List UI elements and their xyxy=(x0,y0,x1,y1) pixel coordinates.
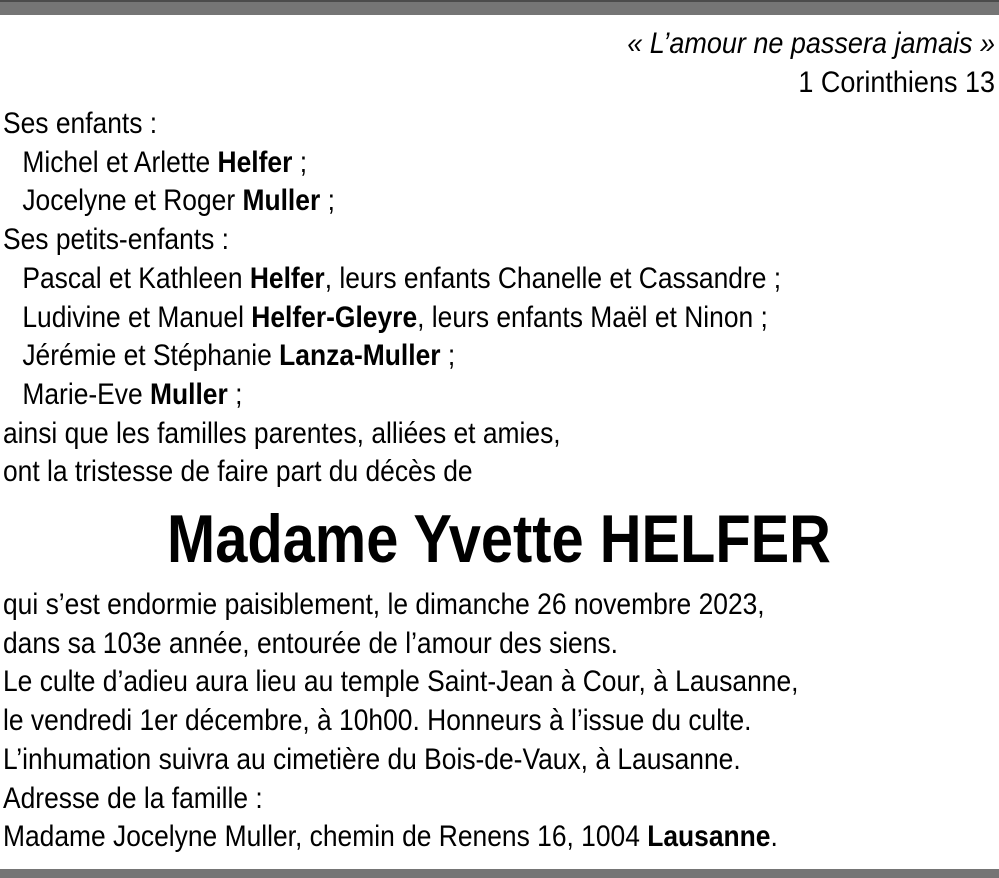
text-line xyxy=(3,105,876,144)
text-line xyxy=(3,818,876,857)
text-line xyxy=(3,337,876,376)
text-line xyxy=(3,625,876,664)
text-segment: Jérémie et Stéphanie xyxy=(22,339,280,373)
text-segment: Ludivine et Manuel xyxy=(22,300,252,334)
name-bold-segment: Lausanne xyxy=(647,820,771,854)
name-bold-segment: Helfer-Gleyre xyxy=(251,300,418,334)
text-segment: Marie-Eve xyxy=(22,377,151,411)
notice-content xyxy=(0,24,999,857)
text-segment: le vendredi 1er décembre, à 10h00. Honneurs à l’issue du culte. xyxy=(3,704,752,738)
text-line xyxy=(3,144,876,183)
text-segment: Michel et Arlette xyxy=(22,145,218,179)
family-list xyxy=(3,105,876,492)
name-bold-segment: Helfer xyxy=(249,261,325,295)
text-segment: ; xyxy=(320,184,335,218)
text-segment: . xyxy=(770,820,778,854)
text-segment: Adresse de la famille : xyxy=(3,781,263,815)
bottom-border-bar xyxy=(0,869,999,878)
name-bold-segment: Muller xyxy=(150,377,228,411)
text-line xyxy=(3,741,876,780)
text-segment: ; xyxy=(440,339,456,373)
text-line xyxy=(3,182,876,221)
quote-text: « L’amour ne passera jamais » xyxy=(627,27,995,60)
text-line xyxy=(3,453,876,492)
text-line xyxy=(3,299,876,338)
text-line xyxy=(3,221,876,260)
text-segment: ; xyxy=(292,145,308,179)
top-border-bar xyxy=(0,0,999,15)
name-bold-segment: Lanza-Muller xyxy=(279,339,441,373)
text-line xyxy=(3,260,876,299)
text-line xyxy=(3,663,876,702)
text-segment: Ses petits-enfants : xyxy=(3,223,229,257)
announcement-body xyxy=(3,586,876,857)
text-segment: qui s’est endormie paisiblement, le dimanche 26 novembre 2023, xyxy=(3,588,765,622)
text-segment: , leurs enfants Maël et Ninon ; xyxy=(417,300,768,334)
text-segment: Jocelyne et Roger xyxy=(22,184,243,218)
text-segment: ; xyxy=(227,377,243,411)
text-line xyxy=(3,586,876,625)
text-segment: L’inhumation suivra au cimetière du Bois-de-Vaux, à Lausanne. xyxy=(3,742,741,776)
text-segment: , leurs enfants Chanelle et Cassandre ; xyxy=(324,261,782,295)
text-segment: ainsi que les familles parentes, alliées et amies, xyxy=(3,416,561,450)
name-bold-segment: Helfer xyxy=(217,145,293,179)
text-line xyxy=(3,376,876,415)
text-segment: dans sa 103e année, entourée de l’amour des siens. xyxy=(3,626,618,660)
deceased-name-title: Madame Yvette HELFER xyxy=(167,501,831,578)
text-line xyxy=(3,415,876,454)
text-segment: ont la tristesse de faire part du décès de xyxy=(3,455,473,489)
text-segment: Pascal et Kathleen xyxy=(22,261,250,295)
text-segment: Madame Jocelyne Muller, chemin de Renens 16, 1004 xyxy=(3,820,648,854)
name-bold-segment: Muller xyxy=(242,184,321,218)
quote-reference: 1 Corinthiens 13 xyxy=(798,66,995,99)
text-line xyxy=(3,780,876,819)
text-segment: Le culte d’adieu aura lieu au temple Saint-Jean à Cour, à Lausanne, xyxy=(3,665,799,699)
text-segment: Ses enfants : xyxy=(3,107,158,140)
quote-block xyxy=(102,24,995,102)
text-line xyxy=(3,702,876,741)
